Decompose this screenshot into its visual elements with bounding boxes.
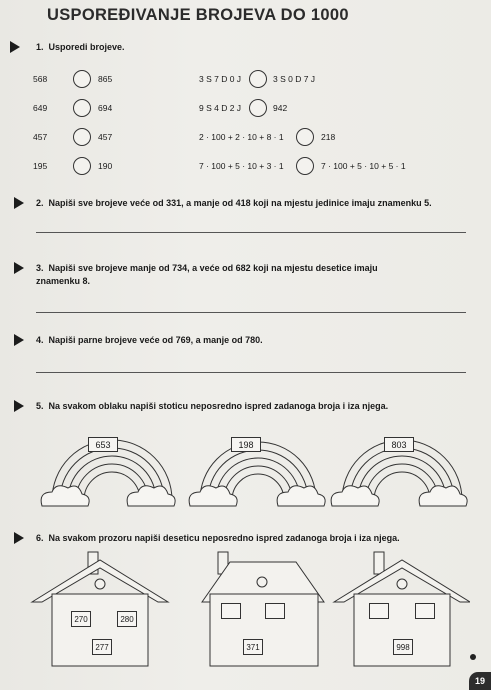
compare-right-b: 942	[273, 103, 288, 113]
page-title: USPOREĐIVANJE BROJEVA DO 1000	[47, 6, 349, 24]
door-number: 371	[243, 639, 263, 655]
compare-right-b: 218	[321, 132, 336, 142]
compare-right-b: 7 · 100 + 5 · 10 + 5 · 1	[321, 161, 406, 171]
task-arrow-icon	[14, 334, 24, 346]
task-arrow-icon	[14, 197, 24, 209]
window-left[interactable]: 270	[71, 611, 91, 627]
compare-circle[interactable]	[249, 70, 267, 88]
answer-line[interactable]	[36, 372, 466, 373]
task-arrow-icon	[14, 532, 24, 544]
compare-circle[interactable]	[73, 99, 91, 117]
compare-right-a: 9 S 4 D 2 J	[199, 103, 242, 113]
compare-left-a: 568	[33, 74, 48, 84]
compare-left-b: 865	[98, 74, 113, 84]
answer-line[interactable]	[36, 232, 466, 233]
task-2-heading: 2. Napiši sve brojeve veće od 331, a manje od 418 koji na mjestu jedinice imaju znamenku 5.	[36, 198, 432, 208]
decorative-dot	[470, 654, 476, 660]
compare-circle[interactable]	[249, 99, 267, 117]
rainbow-number: 198	[231, 437, 261, 452]
compare-circle[interactable]	[73, 128, 91, 146]
compare-right-a: 7 · 100 + 5 · 10 + 3 · 1	[199, 161, 284, 171]
window-left[interactable]	[221, 603, 241, 619]
compare-circle[interactable]	[296, 157, 314, 175]
task-3-heading-cont: znamenku 8.	[36, 276, 91, 286]
rainbow-clouds-illustration	[30, 420, 470, 520]
task-arrow-icon	[14, 400, 24, 412]
answer-line[interactable]	[36, 312, 466, 313]
window-right[interactable]: 280	[117, 611, 137, 627]
compare-circle[interactable]	[73, 70, 91, 88]
compare-circle[interactable]	[296, 128, 314, 146]
compare-left-a: 195	[33, 161, 48, 171]
task-3-heading: 3. Napiši sve brojeve manje od 734, a veće od 682 koji na mjestu desetice imaju	[36, 263, 378, 273]
task-arrow-icon	[10, 41, 20, 53]
task-4-heading: 4. Napiši parne brojeve veće od 769, a manje od 780.	[36, 335, 263, 345]
window-left[interactable]	[369, 603, 389, 619]
compare-circle[interactable]	[73, 157, 91, 175]
window-right[interactable]	[265, 603, 285, 619]
compare-left-a: 649	[33, 103, 48, 113]
compare-right-a: 3 S 7 D 0 J	[199, 74, 242, 84]
compare-left-b: 694	[98, 103, 113, 113]
compare-left-b: 457	[98, 132, 113, 142]
window-right[interactable]	[415, 603, 435, 619]
rainbow-number: 653	[88, 437, 118, 452]
door-number: 998	[393, 639, 413, 655]
compare-left-b: 190	[98, 161, 113, 171]
compare-left-a: 457	[33, 132, 48, 142]
compare-right-a: 2 · 100 + 2 · 10 + 8 · 1	[199, 132, 284, 142]
compare-right-b: 3 S 0 D 7 J	[273, 74, 316, 84]
task-1-heading: 1. Usporedi brojeve.	[36, 42, 125, 52]
page-number: 19	[469, 672, 491, 690]
rainbow-number: 803	[384, 437, 414, 452]
task-6-heading: 6. Na svakom prozoru napiši deseticu neposredno ispred zadanoga broja i iza njega.	[36, 533, 400, 543]
task-arrow-icon	[14, 262, 24, 274]
task-5-heading: 5. Na svakom oblaku napiši stoticu neposredno ispred zadanoga broja i iza njega.	[36, 401, 389, 411]
door-number: 277	[92, 639, 112, 655]
